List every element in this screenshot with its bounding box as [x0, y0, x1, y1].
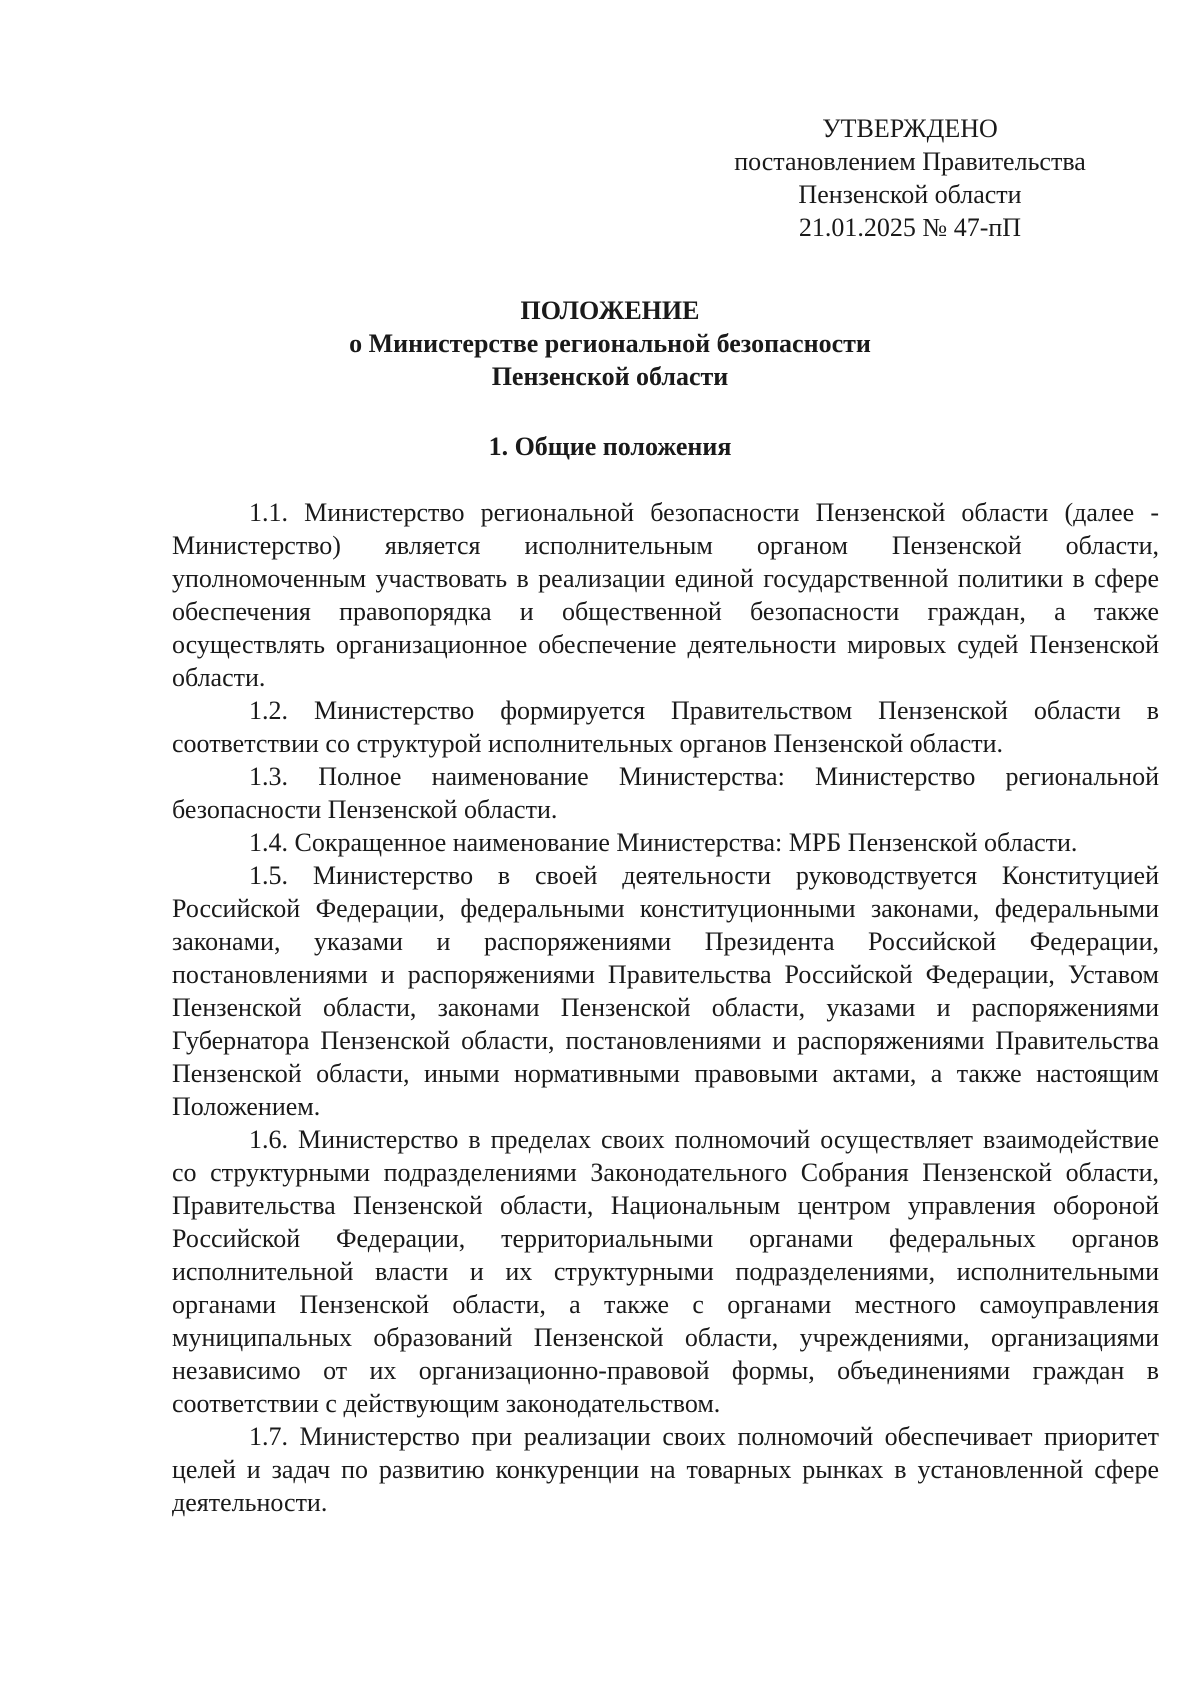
- paragraph-1-2: 1.2. Министерство формируется Правительством Пензенской области в соответствии со структурой исполнительных органов Пензенской области.: [172, 696, 1159, 758]
- document-title: ПОЛОЖЕНИЕ: [520, 296, 700, 325]
- approval-line-approved: УТВЕРЖДЕНО: [822, 114, 998, 143]
- paragraph-1-7: 1.7. Министерство при реализации своих полномочий обеспечивает приоритет целей и задач по развитию конкуренции на товарных рынках в установленной сфере деятельности.: [172, 1422, 1159, 1517]
- approval-line-date-number: 21.01.2025 № 47-пП: [798, 213, 1022, 242]
- approval-line-resolution: постановлением Правительства: [734, 147, 1086, 176]
- paragraph-1-4: 1.4. Сокращенное наименование Министерства: МРБ Пензенской области.: [249, 828, 1078, 857]
- document-title-block: [172, 294, 1048, 393]
- paragraph-1-3: 1.3. Полное наименование Министерства: Министерство региональной безопасности Пензенской области.: [172, 762, 1159, 824]
- approval-stamp: [700, 112, 1120, 244]
- paragraph-1-1: 1.1. Министерство региональной безопасности Пензенской области (далее - Министерство) является исполнительным органом Пензенской области, уполномоченным участвовать в реализации единой государственной политики в сфере обеспечения правопорядка и общественной безопасности граждан, а также осуществлять организационное обеспечение деятельности мировых судей Пензенской области.: [172, 498, 1159, 692]
- section-body: [172, 496, 1159, 1519]
- paragraph-1-5: 1.5. Министерство в своей деятельности руководствуется Конституцией Российской Федерации, федеральными конституционными законами, федеральными законами, указами и распоряжениями Президента Российской Федерации, постановлениями и распоряжениями Правительства Российской Федерации, Уставом Пензенской области, законами Пензенской области, указами и распоряжениями Губернатора Пензенской области, постановлениями и распоряжениями Правительства Пензенской области, иными нормативными правовыми актами, а также настоящим Положением.: [172, 861, 1159, 1121]
- paragraph-1-6: 1.6. Министерство в пределах своих полномочий осуществляет взаимодействие со структурными подразделениями Законодательного Собрания Пензенской области, Правительства Пензенской области, Национальным центром управления обороной Российской Федерации, территориальными органами федеральных органов исполнительной власти и их структурными подразделениями, исполнительными органами Пензенской области, а также с органами местного самоуправления муниципальных образований Пензенской области, учреждениями, организациями независимо от их организационно-правовой формы, объединениями граждан в соответствии с действующим законодательством.: [172, 1125, 1159, 1418]
- document-subtitle-line-1: о Министерстве региональной безопасности: [349, 329, 871, 358]
- section-heading: 1. Общие положения: [488, 432, 732, 461]
- approval-line-region: Пензенской области: [798, 180, 1022, 209]
- document-subtitle-line-2: Пензенской области: [491, 362, 729, 391]
